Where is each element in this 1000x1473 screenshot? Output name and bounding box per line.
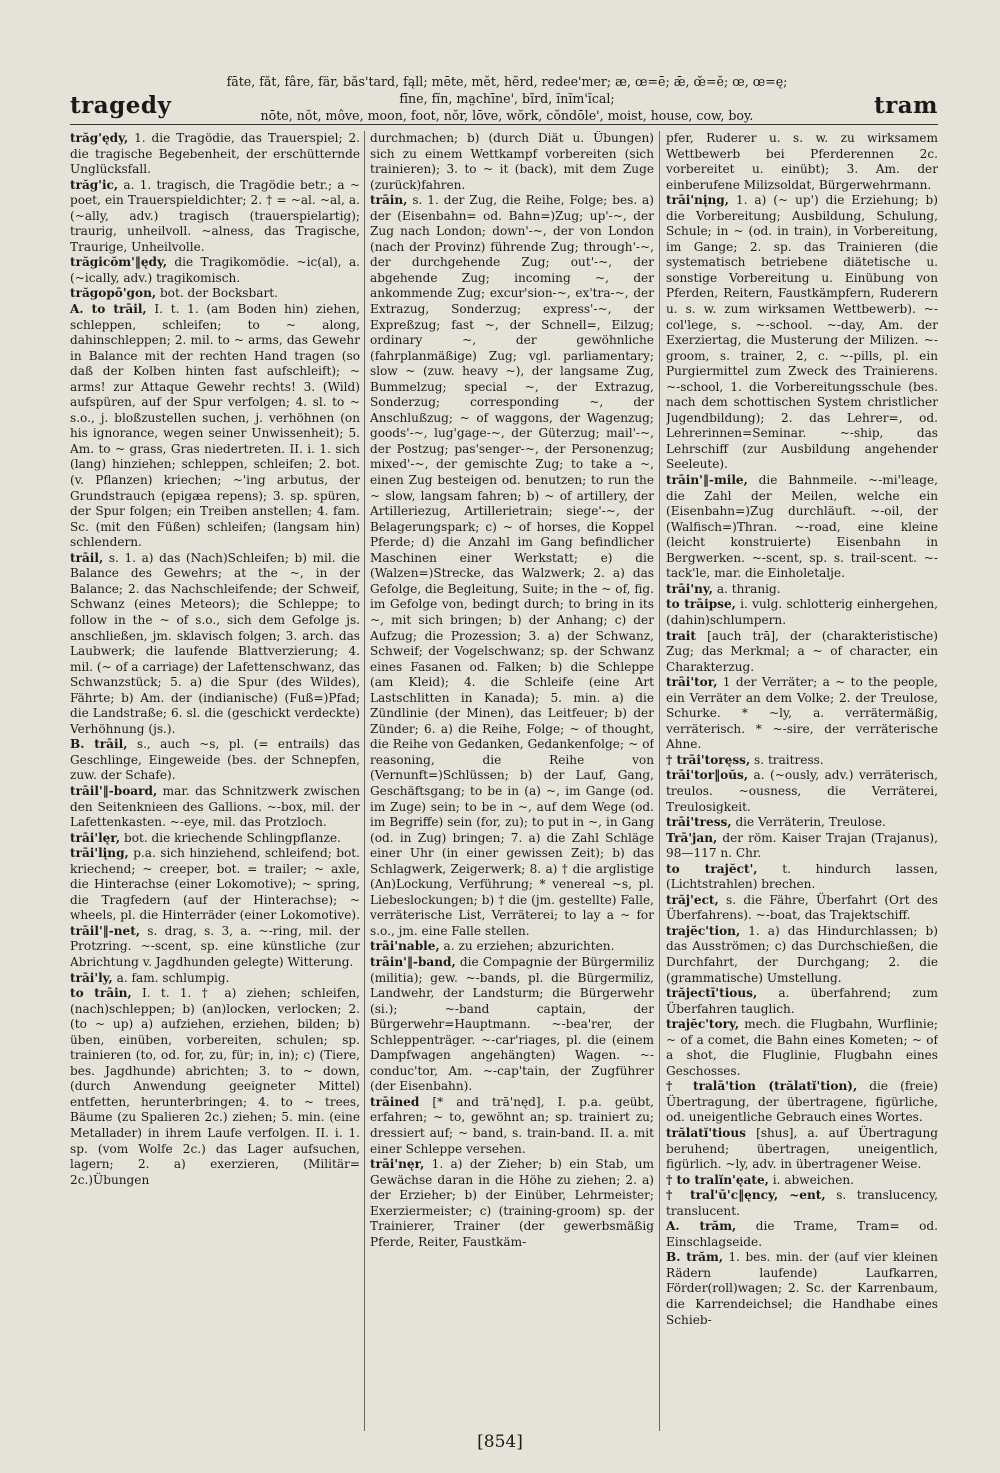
dictionary-entry bbox=[666, 675, 938, 753]
entry-headword: trāi'lęr, bbox=[70, 830, 121, 845]
entry-definition: 1. die Tragödie, das Trauerspiel; 2. die tragische Begebenheit, der erschütternde Unglücksfall. bbox=[70, 131, 360, 177]
entry-definition: s., auch ~s, pl. (= entrails) das Geschlinge, Eingeweide (bes. der Schnepfen, zuw. der Schafe). bbox=[70, 737, 360, 783]
entry-headword: trāi'tor‖oŭs, bbox=[666, 768, 749, 783]
dictionary-entry bbox=[370, 193, 654, 939]
dictionary-entry bbox=[70, 255, 360, 286]
dictionary-entry bbox=[666, 1017, 938, 1079]
entry-headword: trălatĭ'tious bbox=[666, 1126, 746, 1140]
entry-headword: trāil'‖-board, bbox=[70, 783, 158, 798]
entry-headword: to trāin, bbox=[70, 986, 132, 1001]
dictionary-entry bbox=[70, 302, 360, 551]
entry-definition: i. vulg. schlotterig einhergehen, (dahin)schlumpern. bbox=[666, 597, 938, 627]
entry-headword: trăjectī'tious, bbox=[666, 986, 758, 1001]
dictionary-entry bbox=[70, 986, 360, 1188]
entry-headword: trāil, bbox=[70, 550, 104, 565]
dictionary-entry bbox=[666, 893, 938, 924]
entry-headword: † trāi'toręss, bbox=[666, 752, 751, 767]
entry-headword: to trāipse, bbox=[666, 597, 736, 612]
entry-headword: trait bbox=[666, 628, 696, 643]
dictionary-entry bbox=[370, 131, 654, 193]
entry-definition: s. 1. a) das (Nach)Schleifen; b) mil. die Balance des Gewehrs; at the ~, in der Balance; 2. das Nachschleifende; der Schweif, Schwanz (eines Meteors); die Schleppe; to follow in the ~ of s.o., sich dem Gefolge js. anschließen, jm. sklavisch folgen; 3. arch. das Laubwerk; die laufende Blattverzierung; 4. mil. (~ of a carriage) der Lafettenschwanz, das Schwanzstück; 5. a) die Spur (des Wildes), Fährte; b) Am. der (indianische) (Fuß=)Pfad; die Landstraße; 6. sl. die (geschickt verdeckte) Verhöhnung (js.). bbox=[70, 550, 360, 736]
dictionary-entry bbox=[666, 1219, 938, 1250]
entry-definition: mech. die Flugbahn, Wurflinie; ~ of a comet, die Bahn eines Kometen; ~ of a shot, die Fluglinie, Flugbahn eines Geschosses. bbox=[666, 1017, 938, 1078]
column-3 bbox=[666, 131, 938, 1431]
entry-headword: trāin, bbox=[370, 193, 408, 208]
entry-headword: trāined bbox=[370, 1094, 420, 1109]
entry-headword: trāi'tor, bbox=[666, 675, 718, 690]
entry-headword: trāi'ny, bbox=[666, 581, 713, 596]
header-left-word: tragedy bbox=[70, 92, 172, 119]
dictionary-entry bbox=[666, 1173, 938, 1189]
column-1 bbox=[70, 131, 360, 1431]
entry-definition: die Bahnmeile. ~-mi'leage, die Zahl der Meilen, welche ein (Eisenbahn=)Zug durchläuft. ~-oil, der (Walfisch=)Thran. ~-road, eine kleine (leicht konstruierte) Eisenbahn in Bergwerken. ~-scent, sp. s. trail-scent. ~-tack'le, mar. die Einholetalje. bbox=[666, 473, 938, 581]
entry-definition: bot. der Bocksbart. bbox=[159, 286, 278, 301]
dictionary-entry bbox=[666, 924, 938, 986]
entry-headword: trăgicŏm'‖ędy, bbox=[70, 255, 168, 270]
dictionary-entry bbox=[666, 582, 938, 598]
entry-definition: die Trame, Tram= od. Einschlagseide. bbox=[666, 1219, 938, 1249]
dictionary-entry bbox=[666, 193, 938, 473]
entry-definition: die Verräterin, Treulose. bbox=[735, 815, 886, 830]
dictionary-entry bbox=[70, 286, 360, 302]
dictionary-entry bbox=[666, 1250, 938, 1328]
dictionary-entry bbox=[666, 1079, 938, 1126]
dictionary-entry bbox=[666, 831, 938, 862]
entry-definition: a. überfahrend; zum Überfahren tauglich. bbox=[666, 986, 938, 1016]
dictionary-entry bbox=[370, 1157, 654, 1250]
entry-definition: a. fam. schlumpig. bbox=[116, 970, 230, 985]
entry-headword: † tral'ū'c‖ęncy, ~ent, bbox=[666, 1188, 826, 1203]
entry-headword: trăj'ect, bbox=[666, 892, 719, 907]
dictionary-entry bbox=[666, 815, 938, 831]
entry-definition: die Tragikomödie. ~ic(al), a. (~ically, adv.) tragikomisch. bbox=[70, 255, 360, 285]
dictionary-entry bbox=[666, 629, 938, 676]
dictionary-entry bbox=[666, 768, 938, 815]
entry-headword: A. trăm, bbox=[666, 1219, 737, 1234]
entry-definition: die Compagnie der Bürgermiliz (militia); gew. ~-bands, pl. die Bürgermiliz, Landwehr, der Landsturm; die Bürgerwehr (si.); ~-band captain, der Bürgerwehr=Hauptmann. ~-bea'rer, der Schleppenträger. ~-car'riages, pl. die (einem Dampfwagen angehängten) Wagen. ~-conduc'tor, Am. ~-cap'tain, der Zugführer (der Eisenbahn). bbox=[370, 954, 654, 1094]
pronunciation-key-line: nōte, nŏt, môve, moon, foot, nŏr, lōve, wŏrk, cŏndōle', moist, house, cow, boy. bbox=[260, 108, 754, 123]
entry-headword: trāi'tress, bbox=[666, 815, 732, 830]
entry-definition: t. hindurch lassen, (Lichtstrahlen) brechen. bbox=[666, 861, 938, 892]
dictionary-entry bbox=[70, 924, 360, 971]
dictionary-entry bbox=[70, 737, 360, 784]
entry-headword: trajĕc'tory, bbox=[666, 1017, 740, 1032]
pronunciation-key-line: fāte, făt, fâre, fär, băs'tard, fąll; mēte, mĕt, hẽrd, redee'mer; æ, œ=ē; ǣ, œ̆=ĕ; œ, œ=ę; bbox=[226, 74, 788, 89]
entry-headword: trajĕc'tion, bbox=[666, 923, 741, 938]
entry-headword: trāin'‖-band, bbox=[370, 954, 456, 969]
entry-headword: Trā'jan, bbox=[666, 830, 718, 845]
entry-headword: trāi'nįng, bbox=[666, 193, 729, 208]
dictionary-entry bbox=[70, 178, 360, 256]
header-right-word: tram bbox=[874, 92, 938, 119]
dictionary-entry bbox=[666, 1188, 938, 1219]
entry-definition: pfer, Ruderer u. s. w. zu wirksamem Wettbewerb bei Pferderennen 2c. vorbereitet u. einübt); 3. Am. der einberufene Milizsoldat, Bürgerwehrmann. bbox=[666, 131, 938, 192]
entry-definition: s. 1. der Zug, die Reihe, Folge; bes. a) der (Eisenbahn= od. Bahn=)Zug; up'-~, der Zug nach London; down'-~, der von London (nach der Provinz) führende Zug; through'-~, der durchgehende Zug; out'-~, der abgehende Zug; incoming ~, der ankommende Zug; excur'sion-~, ex'tra-~, der Extrazug, Sonderzug; express'-~, der Expreßzug; fast ~, der Schnell=, Eilzug; ordinary ~, der gewöhnliche (fahrplanmäßige) Zug; vgl. parliamentary; slow ~ (zuw. heavy ~), der langsame Zug, Bummelzug; special ~, der Extrazug, Sonderzug; corresponding ~, der Anschlußzug; ~ of waggons, der Wagenzug; goods'-~, lug'gage-~, der Güterzug; mail'-~, der Postzug; pas'senger-~, der Personenzug; mixed'-~, der gemischte Zug; to take a ~, einen Zug besteigen od. benutzen; to run the ~ slow, langsam fahren; b) ~ of artillery, der Artilleriezug, Artillerietrain; siege'-~, der Belagerungspark; c) ~ of horses, die Koppel Pferde; d) die Anzahl im Gang befindlicher Maschinen einer Werkstatt; e) die (Walzen=)Strecke, das Walzwerk; 2. a) das Gefolge, die Begleitung, Suite; in the ~ of, fig. im Gefolge von, bedingt durch; to bring in its ~, mit sich bringen; b) der Anhang; c) der Aufzug; die Prozession; 3. a) der Schwanz, Schweif; der Vogelschwanz; sp. der Schwanz eines Fasanen od. Falken; b) die Schleppe (am Kleid); 4. die Schleife (eine Art Lastschlitten in Kanada); 5. min. a) die Zündlinie (der Minen), das Leitfeuer; b) der Zünder; 6. a) die Reihe, Folge; ~ of thought, die Reihe von Gedanken, Gedankenfolge; ~ of reasoning, die Reihe von (Vernunft=)Schlüssen; b) der Lauf, Gang, Geschäftsgang; to be in (a) ~, im Gange (od. im Zuge) sein; to be in ~, auf dem Wege (od. im Begriffe) sein (for, zu); to put in ~, in Gang (od. in Zug) bringen; 7. a) die Zahl Schläge einer Uhr (in einer gewissen Zeit); b) das Schlagwerk, Zeigerwerk; 8. a) † die arglistige (An)Lockung, Verführung; * venereal ~s, pl. Liebeslockungen; b) † die (jm. gestellte) Falle, verräterische List, Verräterei; to lay a ~ for s.o., jm. eine Falle stellen. bbox=[370, 193, 654, 938]
entry-definition: a. zu erziehen; abzurichten. bbox=[443, 939, 615, 954]
entry-definition: 1. a) der Zieher; b) ein Stab, um Gewächse daran in die Höhe zu ziehen; 2. a) der Erzieher; b) der Einüber, Lehrmeister; Exerziermeister; c) (training-groom) sp. der Trainierer, Trainer (der gewerbsmäßig Pferde, Reiter, Faustkäm- bbox=[370, 1157, 654, 1249]
entry-definition: I. t. 1. † a) ziehen; schleifen, (nach)schleppen; b) (an)locken, verlocken; 2. (to ~ up) a) aufziehen, erziehen, bilden; b) üben, einüben, vorbereiten, schulen; sp. trainieren (to, od. for, zu, für; in, in); c) (Tiere, bes. Jagdhunde) abrichten; 3. to ~ down, (durch Anwendung geeigneter Mittel) entfetten, herunterbringen; 4. to ~ trees, Bäume (zu Spalieren 2c.) ziehen; 5. min. (eine Metallader) in ihrem Laufe verfolgen. II. i. 1. sp. (vom Wolfe 2c.) das Lager aufsuchen, lagern; 2. a) exerzieren, (Militär= 2c.)Übungen bbox=[70, 986, 360, 1187]
entry-headword: trăgopō'gon, bbox=[70, 286, 157, 301]
dictionary-entry bbox=[70, 131, 360, 178]
dictionary-entry bbox=[666, 473, 938, 582]
pronunciation-key bbox=[212, 73, 802, 124]
entry-definition: a. thranig. bbox=[716, 581, 781, 596]
dictionary-entry bbox=[70, 971, 360, 987]
page-number: [854] bbox=[477, 1432, 523, 1452]
entry-definition: [auch trā], der (charakteristische) Zug; das Merkmal; a ~ of character, ein Charakterzug. bbox=[666, 628, 938, 674]
entry-definition: der röm. Kaiser Trajan (Trajanus), 98—117 n. Chr. bbox=[666, 830, 938, 861]
header-rule bbox=[70, 124, 938, 125]
entry-definition: 1. a) (~ up') die Erziehung; b) die Vorbereitung; Ausbildung, Schulung, Schule; in ~ (od. in train), in Vorbereitung, im Gange; 2. sp. das Trainieren (die systematisch betriebene diätetische u. sonstige Vorbereitung u. Einübung von Pferden, Reitern, Faustkämpfern, Ruderern u. s. w. zum wirksamen Wettbewerb). ~-col'lege, s. ~-school. ~-day, Am. der Exerziertag, die Musterung der Milizen. ~-groom, s. trainer, 2, c. ~-pills, pl. ein Purgiermittel zum Zweck des Trainierens. ~-school, 1. die Vorbereitungsschule (bes. nach dem schottischen System christlicher Jugendbildung); 2. das Lehrer=, od. Lehrerinnen=Seminar. ~-ship, das Lehrschiff (zur Ausbildung angehender Seeleute). bbox=[666, 193, 938, 472]
dictionary-entry bbox=[666, 753, 938, 769]
dictionary-entry bbox=[370, 939, 654, 955]
entry-headword: A. to trāil, bbox=[70, 302, 147, 317]
entry-definition: die (freie) Übertragung, der übertragene, figürliche, od. uneigentliche Gebrauch eines Wortes. bbox=[666, 1079, 938, 1125]
entry-headword: B. trăm, bbox=[666, 1250, 724, 1265]
entry-headword: trāi'lįng, bbox=[70, 846, 129, 861]
entry-definition: 1. a) das Hindurchlassen; b) das Ausströmen; c) das Durchschießen, die Durchfahrt, der Durchgang; 2. die (grammatische) Umstellung. bbox=[666, 923, 938, 985]
dictionary-entry bbox=[70, 831, 360, 847]
dictionary-entry bbox=[666, 597, 938, 628]
entry-headword: trāin'‖-mile, bbox=[666, 473, 748, 488]
dictionary-entry bbox=[70, 846, 360, 924]
entry-definition: s. drag, s. 3, a. ~-ring, mil. der Protzring. ~-scent, sp. eine künstliche (zur Abrichtung v. Jagdhunden gelegte) Witterung. bbox=[70, 923, 360, 969]
entry-definition: s. traitress. bbox=[754, 752, 824, 767]
dictionary-entry bbox=[370, 1095, 654, 1157]
entry-definition: a. 1. tragisch, die Tragödie betr.; a ~ poet, ein Trauerspieldichter; 2. † = ~al. ~al, a. (~ally, adv.) tragisch (trauerspielartig); traurig, unheilvoll. ~alness, das Tragische, Traurige, Unheilvolle. bbox=[70, 177, 360, 254]
entry-headword: trăg'ędy, bbox=[70, 131, 129, 145]
column-divider bbox=[364, 131, 365, 1431]
entry-definition: I. t. 1. (am Boden hin) ziehen, schleppen, schleifen; to ~ along, dahinschleppen; 2. mil. to ~ arms, das Gewehr in Balance mit der rechten Hand tragen (so daß der Kolben hinten fast aufschleift); ~ arms! zur Attaque Gewehr rechts! 3. (Wild) aufspüren, auf der Spur verfolgen; 4. sl. to ~ s.o., j. bloßzustellen suchen, j. verhöhnen (on his ignorance, wegen seiner Unwissenheit); 5. Am. to ~ grass, Gras niedertreten. II. i. 1. sich (lang) hinziehen; schleppen, schleifen; 2. bot. (v. Pflanzen) kriechen; ~'ing arbutus, der Grundstrauch (epigæa repens); 3. sp. spüren, der Spur folgen; ein Treiben anstellen; 4. fam. Sc. (mit den Füßen) schleifen; (langsam hin) schlendern. bbox=[70, 302, 360, 550]
entry-headword: † tralā'tion (trălatĭ'tion), bbox=[666, 1079, 858, 1094]
entry-definition: 1 der Verräter; a ~ to the people, ein Verräter an dem Volke; 2. der Treulose, Schurke. * ~ly, a. verrätermäßig, verräterisch. * ~-sire, der verräterische Ahne. bbox=[666, 675, 938, 752]
entry-definition: s. translucency, translucent. bbox=[666, 1188, 938, 1218]
entry-definition: i. abweichen. bbox=[772, 1172, 855, 1187]
dictionary-entry bbox=[666, 131, 938, 193]
entry-definition: mar. das Schnitzwerk zwischen den Seitenknieen des Gallions. ~-box, mil. der Lafettenkasten. ~-eye, mil. das Protzloch. bbox=[70, 783, 360, 830]
dictionary-entry bbox=[666, 1126, 938, 1173]
pronunciation-key-line: fīne, fĭn, ma̤chīne', bĩrd, ĭnĭm'ĭcal; bbox=[399, 91, 615, 106]
entry-definition: [shus], a. auf Übertragung beruhend; übertragen, uneigentlich, figürlich. ~ly, adv. in übertragener Weise. bbox=[666, 1126, 938, 1172]
entry-headword: to trajĕct', bbox=[666, 861, 758, 876]
dictionary-entry bbox=[666, 986, 938, 1017]
column-2 bbox=[370, 131, 654, 1431]
dictionary-entry bbox=[70, 551, 360, 738]
dictionary-entry bbox=[370, 955, 654, 1095]
entry-definition: [* and trā'nęd], I. p.a. geübt, erfahren; ~ to, gewöhnt an; sp. trainiert zu; dressiert auf; ~ band, s. train-band. II. a. mit einer Schleppe versehen. bbox=[370, 1094, 654, 1156]
entry-definition: durchmachen; b) (durch Diät u. Übungen) sich zu einem Wettkampf vorbereiten (sich trainieren); 3. to ~ it (back), mit dem Zuge (zurück)fahren. bbox=[370, 131, 654, 192]
dictionary-entry bbox=[666, 862, 938, 893]
entry-definition: p.a. sich hinziehend, schleifend; bot. kriechend; ~ creeper, bot. = trailer; ~ axle, die Hinterachse (einer Lokomotive); ~ spring, die Tragfedern (auf der Hinterachse); ~ wheels, pl. die Hinterräder (einer Lokomotive). bbox=[70, 846, 360, 923]
entry-headword: trāi'nable, bbox=[370, 939, 440, 954]
entry-definition: a. (~ously, adv.) verräterisch, treulos. ~ousness, die Verräterei, Treulosigkeit. bbox=[666, 768, 938, 814]
dictionary-entry bbox=[70, 784, 360, 831]
entry-headword: trāi'ly, bbox=[70, 970, 113, 985]
entry-headword: trāil'‖-net, bbox=[70, 923, 141, 938]
column-divider bbox=[659, 131, 660, 1431]
entry-definition: s. die Fähre, Überfahrt (Ort des Überfahrens). ~-boat, das Trajektschiff. bbox=[666, 892, 938, 923]
entry-headword: trăg'ic, bbox=[70, 177, 119, 192]
entry-definition: 1. bes. min. der (auf vier kleinen Rädern laufende) Laufkarren, Förder(roll)wagen; 2. Sc. der Karrenbaum, die Karrendeichsel; die Handhabe eines Schieb- bbox=[666, 1250, 938, 1327]
entry-definition: bot. die kriechende Schlingpflanze. bbox=[123, 830, 341, 845]
entry-headword: trāi'nęr, bbox=[370, 1157, 425, 1172]
entry-headword: † to tralĭn'ęate, bbox=[666, 1172, 769, 1187]
entry-headword: B. trāil, bbox=[70, 737, 128, 752]
